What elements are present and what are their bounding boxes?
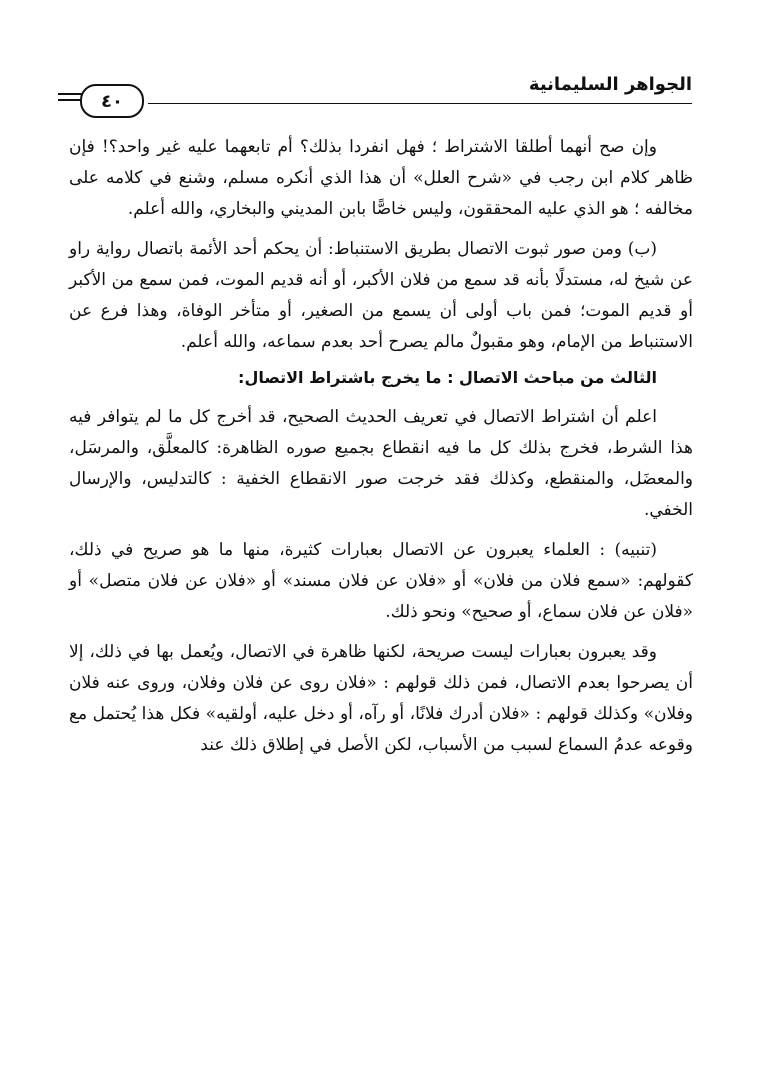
page-number: ٤٠: [101, 90, 123, 112]
page-number-badge: [80, 84, 144, 118]
paragraph-3: اعلم أن اشتراط الاتصال في تعريف الحديث الصحيح، قد أخرج كل ما لم يتوافر فيه هذا الشرط، فخرج بذلك كل ما فيه انقطاع بجميع صوره الظاهرة: كالمعلَّق، والمرسَل، والمعضَل، والمنقطع، وكذلك فقد خرجت صور الانقطاع الخفية : كالتدليس، والإرسال الخفي.: [69, 407, 693, 520]
paragraph-2: (ب) ومن صور ثبوت الاتصال بطريق الاستنباط: أن يحكم أحد الأئمة باتصال رواية راو عن شيخ له، مستدلًا بأنه قد سمع من فلان الأكبر، أو أنه قديم الموت، فمن سمع من الأكبر أو قديم الموت؛ فمن باب أولى أن يسمع من الصغير، أو متأخر الوفاة، وهذا فرع عن الاستنباط من الإمام، وهو مقبولٌ مالم يصرح أحد بعدم سماعه، والله أعلم.: [69, 239, 693, 352]
header-rule: [148, 103, 692, 104]
book-title: الجواهر السليمانية: [528, 74, 692, 95]
paragraph-4: (تنبيه) : العلماء يعبرون عن الاتصال بعبارات كثيرة، منها ما هو صريح في ذلك، كقولهم: «سمع فلان من فلان» أو «فلان عن فلان مسند» أو «فلان عن فلان متصل» أو «فلان عن فلان سماع، أو صحيح» ونحو ذلك.: [69, 540, 693, 622]
paragraph-1: وإن صح أنهما أطلقا الاشتراط ؛ فهل انفردا بذلك؟ أم تابعهما عليه غير واحد؟! فإن ظاهر كلام ابن رجب في «شرح العلل» أن هذا الذي أنكره مسلم، وشنع في كلامه على مخالفه ؛ هو الذي عليه المحققون، وليس خاصًّا بابن المديني والبخاري، والله أعلم.: [69, 137, 693, 219]
paragraph-5: وقد يعبرون بعبارات ليست صريحة، لكنها ظاهرة في الاتصال، ويُعمل بها في ذلك، إلا أن يصرحوا بعدم الاتصال، فمن ذلك قولهم : «فلان روى عن فلان وفلان، وروى عنه فلان وفلان» وكذلك قولهم : «فلان أدرك فلانًا، أو رآه، أو دخل عليه، أولقيه» فكل هذا يُحتمل مع وقوعه عدمُ السماع لسبب من الأسباب، لكن الأصل في إطلاق ذلك عند: [69, 642, 693, 755]
section-heading: الثالث من مباحث الاتصال : ما يخرج باشتراط الاتصال:: [238, 368, 657, 387]
page-header: [62, 72, 692, 116]
page-body: [69, 132, 693, 761]
header-ornament-bars: [58, 93, 82, 103]
